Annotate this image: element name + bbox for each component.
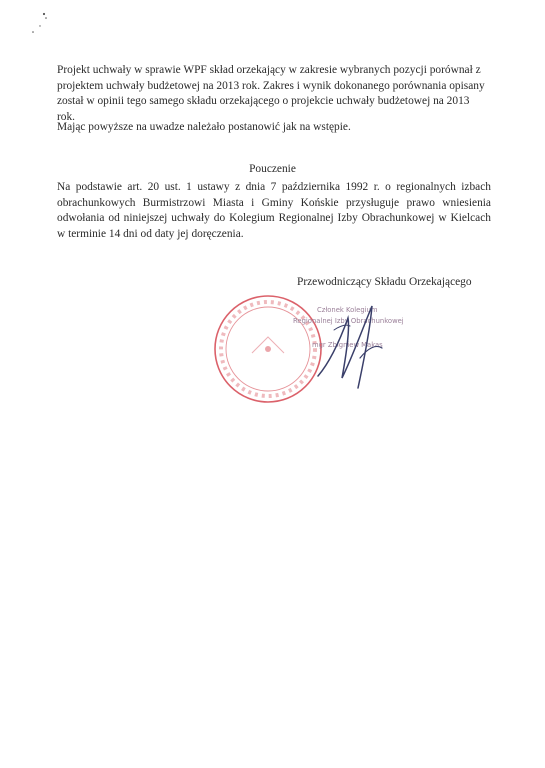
section-heading-pouczenie: Pouczenie: [249, 163, 296, 175]
scan-specks: [0, 0, 545, 60]
stamp-line-chamber: Regionalnej Izby Obrachunkowej: [293, 317, 404, 325]
paragraph-conclusion: Mając powyższe na uwadze należało postanowić jak na wstępie.: [57, 121, 351, 133]
handwritten-signature-icon: [300, 300, 420, 390]
paragraph-wpf-comparison: Projekt uchwały w sprawie WPF skład orzekający w zakresie wybranych pozycji porównał z projektem uchwały budżetowej na 2013 rok. Zakres i wynik dokonanego porównania opisany został w opinii tego samego składu orzekającego o projekcie uchwały budżetowej na 2013 rok.: [57, 64, 485, 123]
paragraph-instruction: Na podstawie art. 20 ust. 1 ustawy z dnia 7 października 1992 r. o regionalnych izbach obrachunkowych Burmistrzowi Miasta i Gminy Końskie przysługuje prawo wniesienia odwołania od niniejszej uchwały do Kolegium Regionalnej Izby Obrachunkowej w Kielcach w terminie 14 dni od daty jej doręczenia.: [57, 181, 491, 240]
stamp-line-name: mgr Zbigniew Makas: [312, 341, 383, 349]
stamp-line-member: Członek Kolegium: [317, 306, 378, 314]
signer-title: Przewodniczący Składu Orzekającego: [297, 276, 472, 288]
